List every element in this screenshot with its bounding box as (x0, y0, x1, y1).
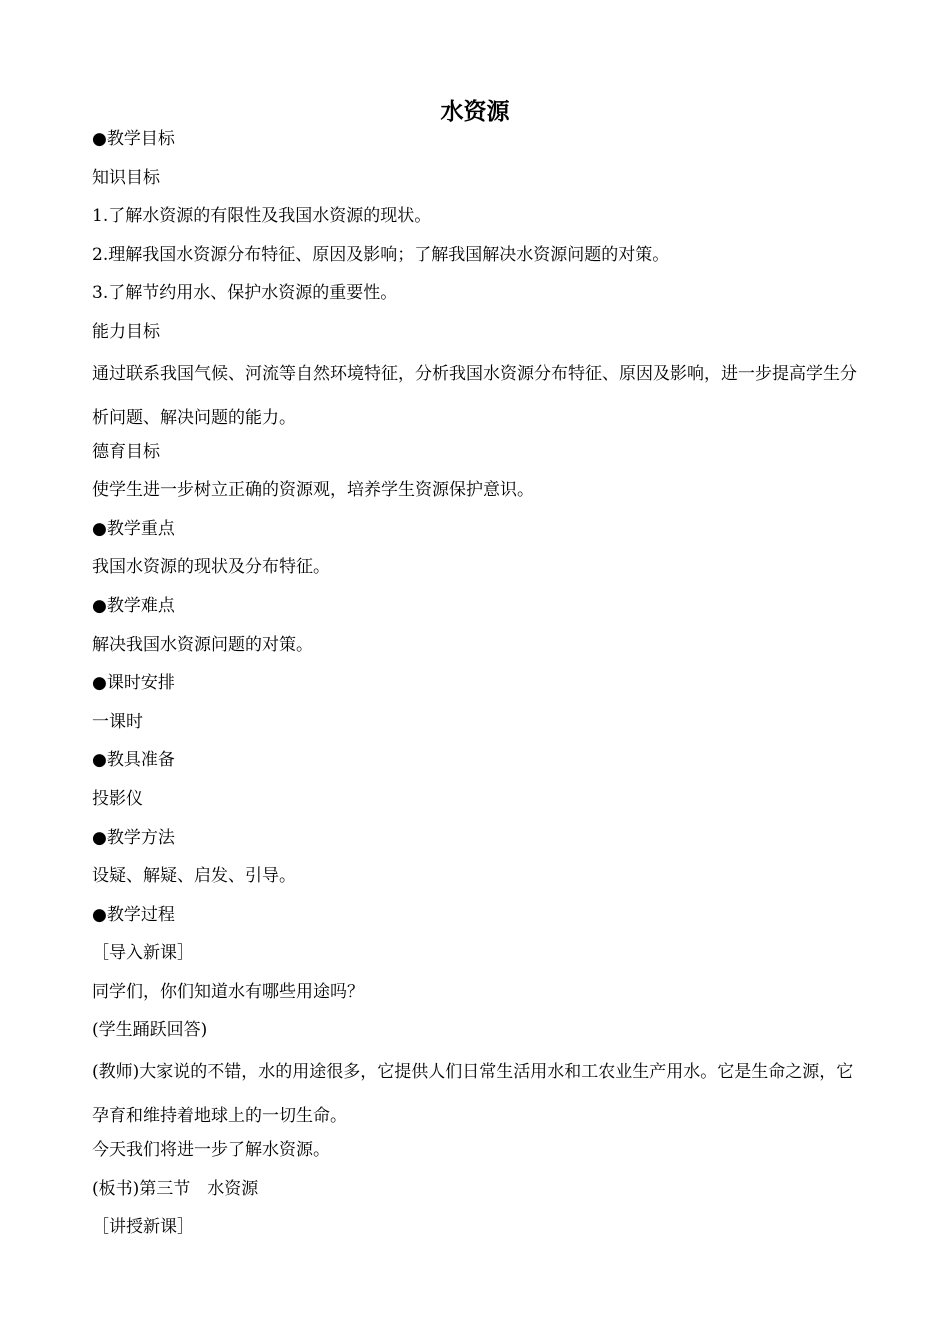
difficulties-text: 解决我国水资源问题的对策。 (92, 634, 313, 655)
section-heading-teaching-methods: ●教学方法 (92, 827, 175, 848)
ability-goal-paragraph-wrap (92, 352, 867, 437)
section-heading-schedule: ●课时安排 (92, 673, 175, 694)
subheading-ability-goals: 能力目标 (92, 321, 160, 342)
teaching-aids-text: 投影仪 (92, 788, 143, 809)
teacher-paragraph: (教师)大家说的不错，水的用途很多，它提供人们日常生活用水和工农业生产用水。它是生命之源，它孕育和维持着地球上的一切生命。 (92, 1062, 854, 1127)
knowledge-goal-2: 2.理解我国水资源分布特征、原因及影响；了解我国解决水资源问题的对策。 (92, 244, 670, 265)
intro-new-lesson-label: ［导入新课］ (92, 943, 194, 964)
ability-goal-paragraph: 通过联系我国气候、河流等自然环境特征，分析我国水资源分布特征、原因及影响，进一步提高学生分析问题、解决问题的能力。 (92, 363, 857, 428)
intro-question: 同学们，你们知道水有哪些用途吗？ (92, 981, 364, 1002)
section-heading-teaching-goals: ●教学目标 (92, 129, 175, 149)
teaching-methods-text: 设疑、解疑、启发、引导。 (92, 866, 296, 887)
subheading-knowledge-goals: 知识目标 (92, 167, 160, 188)
schedule-text: 一课时 (92, 711, 143, 732)
teacher-paragraph-wrap (92, 1050, 867, 1135)
student-response-note: (学生踊跃回答) (92, 1020, 208, 1041)
document-body (92, 124, 867, 1251)
section-heading-teaching-aids: ●教具准备 (92, 750, 175, 771)
subheading-moral-goals: 德育目标 (92, 441, 160, 462)
section-heading-teaching-process: ●教学过程 (92, 904, 175, 925)
new-lesson-label: ［讲授新课］ (92, 1217, 194, 1238)
board-writing-text: (板书)第三节 水资源 (92, 1178, 259, 1199)
section-heading-key-points: ●教学重点 (92, 518, 175, 539)
moral-goal: 使学生进一步树立正确的资源观，培养学生资源保护意识。 (92, 480, 534, 501)
knowledge-goal-3: 3.了解节约用水、保护水资源的重要性。 (92, 283, 398, 304)
key-points-text: 我国水资源的现状及分布特征。 (92, 557, 330, 578)
today-intro-text: 今天我们将进一步了解水资源。 (92, 1140, 330, 1161)
document-title: 水资源 (440, 99, 510, 125)
section-heading-difficulties: ●教学难点 (92, 595, 175, 616)
knowledge-goal-1: 1.了解水资源的有限性及我国水资源的现状。 (92, 206, 432, 227)
